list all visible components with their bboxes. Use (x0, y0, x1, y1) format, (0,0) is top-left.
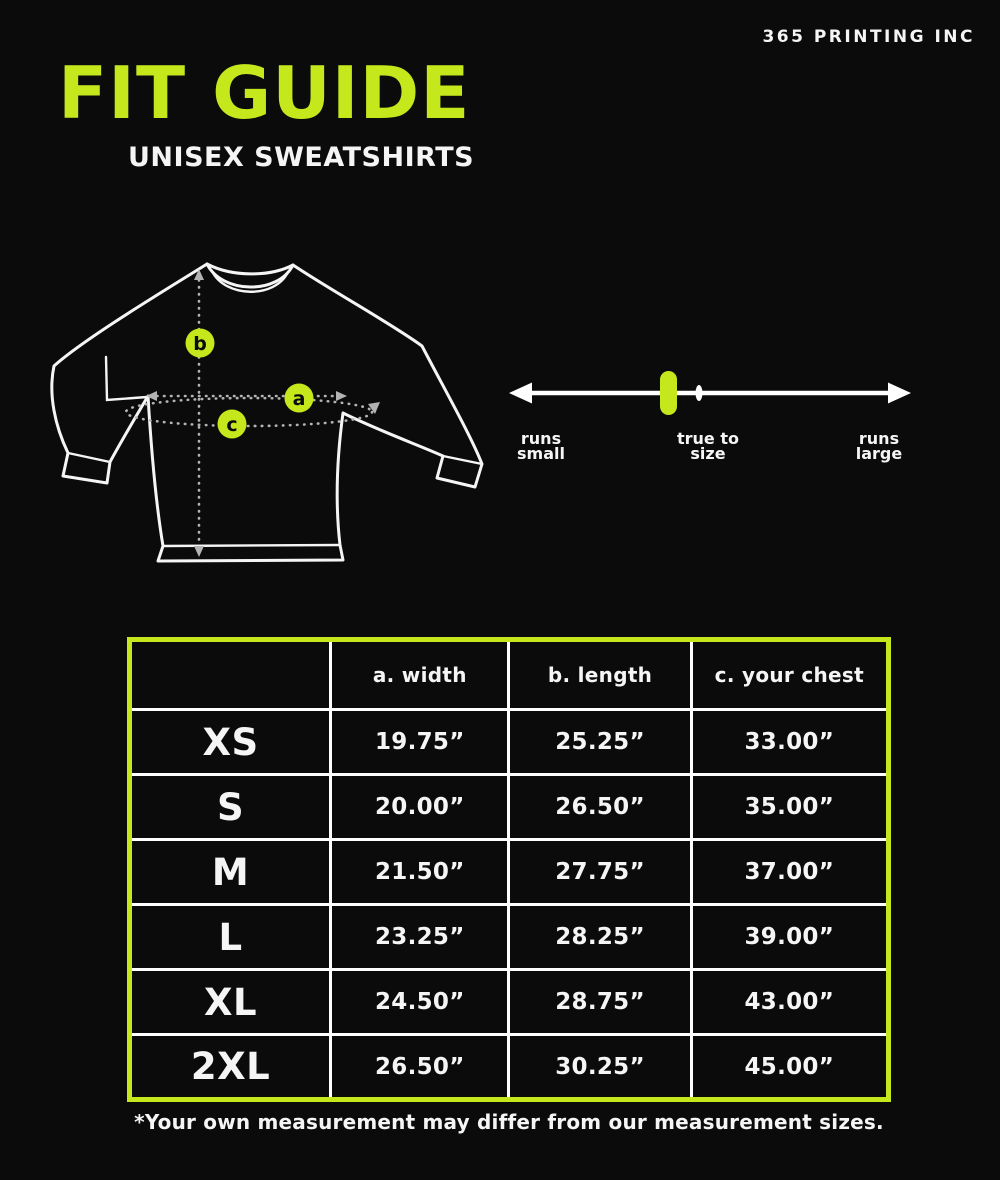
table-row-l (130, 905, 889, 970)
width-cell: 19.75” (331, 710, 509, 775)
fit-scale-arrow-right (888, 383, 911, 404)
sweatshirt-diagram (30, 250, 490, 580)
chest-cell: 43.00” (691, 970, 888, 1035)
size-cell: M (130, 840, 331, 905)
fit-scale-arrow-left (509, 383, 532, 404)
header-cell-width: a. width (331, 640, 509, 710)
size-cell: XS (130, 710, 331, 775)
chest-cell: 37.00” (691, 840, 888, 905)
header-cell-size (130, 640, 331, 710)
fit-scale-label-line: small (517, 444, 565, 463)
length-cell: 27.75” (509, 840, 691, 905)
waistband-seam (163, 545, 340, 546)
length-cell: 28.75” (509, 970, 691, 1035)
size-cell: S (130, 775, 331, 840)
armhole-seam (106, 357, 147, 400)
size-cell: XL (130, 970, 331, 1035)
width-cell: 24.50” (331, 970, 509, 1035)
brand-name: 365 PRINTING INC (762, 27, 975, 47)
chest-measure-ellipse (126, 398, 372, 426)
length-cell: 25.25” (509, 710, 691, 775)
length-arrow-bottom (194, 546, 204, 557)
size-cell: L (130, 905, 331, 970)
fit-scale-label-line: true to (677, 429, 739, 448)
sweatshirt-svg (30, 250, 490, 580)
chest-cell: 39.00” (691, 905, 888, 970)
fit-scale-label-line: large (855, 444, 903, 463)
table-row-m (130, 840, 889, 905)
fit-scale-tick-dot (696, 385, 703, 401)
fit-scale-label-runs-large (841, 431, 917, 461)
chest-cell: 45.00” (691, 1035, 888, 1100)
marker-a-label: a (292, 388, 306, 410)
fit-scale-label-line: runs (858, 429, 900, 448)
width-arrow-right (336, 391, 347, 401)
fit-scale-label-line: size (690, 444, 726, 463)
size-cell: 2XL (130, 1035, 331, 1100)
page-subtitle: UNISEX SWEATSHIRTS (128, 142, 475, 173)
header-cell-chest: c. your chest (691, 640, 888, 710)
page-title: FIT GUIDE (58, 51, 471, 135)
fit-indicator-pill (660, 371, 677, 415)
table-row-s (130, 775, 889, 840)
right-cuff-seam (443, 456, 482, 464)
length-cell: 26.50” (509, 775, 691, 840)
chest-cell: 35.00” (691, 775, 888, 840)
marker-b-label: b (193, 333, 207, 355)
length-cell: 30.25” (509, 1035, 691, 1100)
fit-scale-label-runs-small (505, 431, 577, 461)
table-header-row (130, 640, 889, 710)
fit-scale-label-line: runs (520, 429, 562, 448)
table-row-2xl (130, 1035, 889, 1100)
fit-scale-label-true-to-size (663, 431, 753, 461)
header-cell-length: b. length (509, 640, 691, 710)
fit-scale-axis (505, 365, 915, 423)
measurement-disclaimer: *Your own measurement may differ from our measurement sizes. (134, 1110, 884, 1134)
sweatshirt-outline (52, 264, 482, 561)
width-cell: 23.25” (331, 905, 509, 970)
table-row-xl (130, 970, 889, 1035)
width-cell: 21.50” (331, 840, 509, 905)
fit-scale (505, 365, 915, 477)
length-cell: 28.25” (509, 905, 691, 970)
chest-cell: 33.00” (691, 710, 888, 775)
size-table (127, 637, 891, 1102)
left-cuff-seam (68, 453, 110, 462)
width-cell: 26.50” (331, 1035, 509, 1100)
width-cell: 20.00” (331, 775, 509, 840)
table-row-xs (130, 710, 889, 775)
marker-c-label: c (226, 414, 238, 436)
